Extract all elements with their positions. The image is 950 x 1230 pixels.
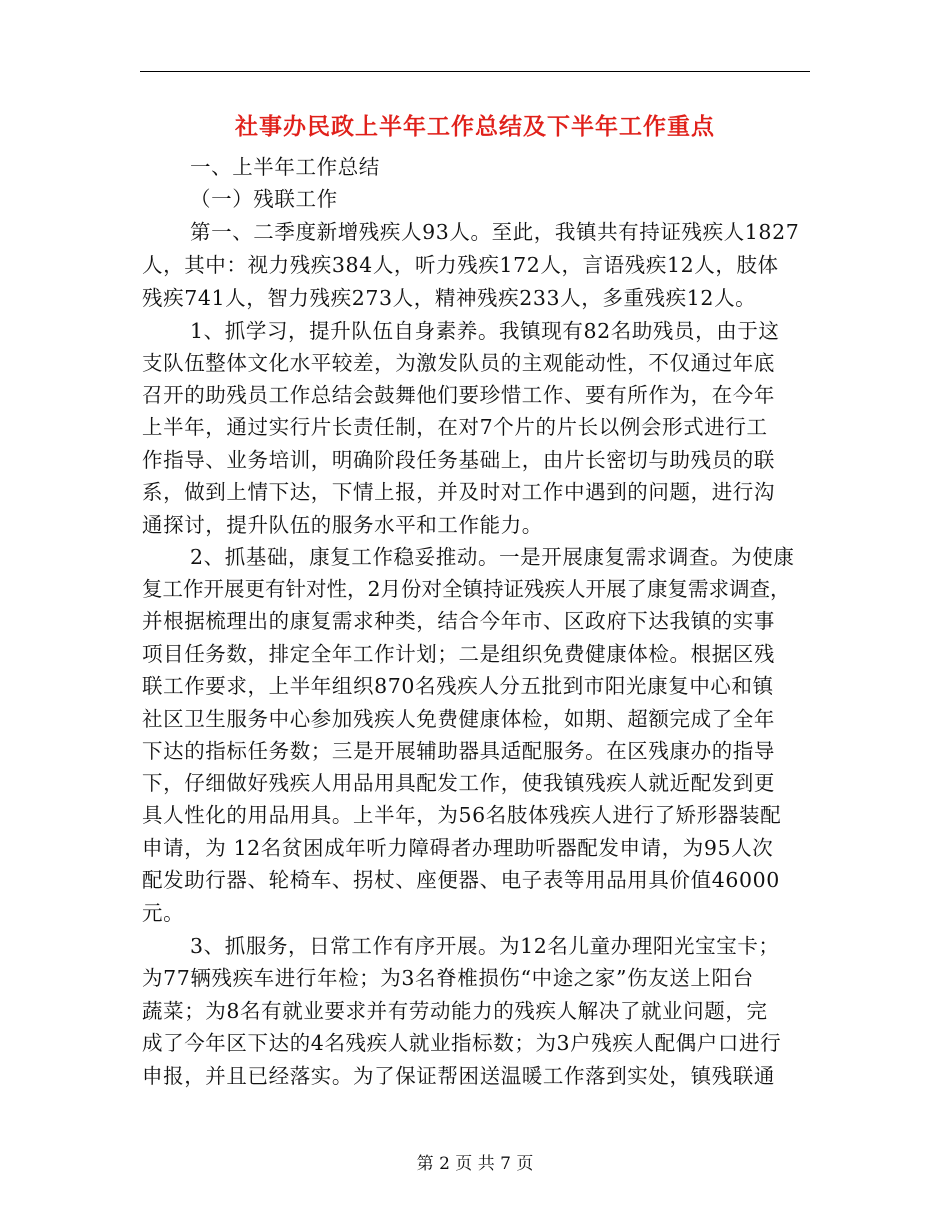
body-line: 复工作开展更有针对性，2月份对全镇持证残疾人开展了康复需求调查， xyxy=(142,577,791,601)
body-line: 联工作要求，上半年组织870名残疾人分五批到市阳光康复中心和镇 xyxy=(142,674,774,698)
body-line: 1、抓学习，提升队伍自身素养。我镇现有82名助残员，由于这 xyxy=(190,319,780,343)
body-line: 上半年，通过实行片长责任制，在对7个片的片长以例会形式进行工 xyxy=(142,415,768,439)
header-rule xyxy=(140,71,810,72)
body-line: 成了今年区下达的4名残疾人就业指标数；为3户残疾人配偶户口进行 xyxy=(142,1031,782,1055)
body-line: 社区卫生服务中心参加残疾人免费健康体检，如期、超额完成了全年 xyxy=(142,707,775,731)
document-title: 社事办民政上半年工作总结及下半年工作重点 xyxy=(235,113,715,140)
body-line: 残疾741人，智力残疾273人，精神残疾233人，多重残疾12人。 xyxy=(142,286,757,310)
body-line: 第一、二季度新增残疾人93人。至此，我镇共有持证残疾人1827 xyxy=(190,220,800,244)
body-line: 项目任务数，排定全年工作计划；二是组织免费健康体检。根据区残 xyxy=(142,642,775,666)
body-line: 通探讨，提升队伍的服务水平和工作能力。 xyxy=(142,513,543,537)
body-line: 蔬菜；为8名有就业要求并有劳动能力的残疾人解决了就业问题，完 xyxy=(142,999,768,1023)
body-line: 申请，为 12名贫困成年听力障碍者办理助听器配发申请，为95人次 xyxy=(142,836,774,860)
body-line: 系，做到上情下达，下情上报，并及时对工作中遇到的问题，进行沟 xyxy=(142,480,775,504)
body-line: 下达的指标任务数；三是开展辅助器具适配服务。在区残康办的指导 xyxy=(142,739,775,763)
body-line: 并根据梳理出的康复需求种类，结合今年市、区政府下达我镇的实事 xyxy=(142,609,775,633)
body-line: 元。 xyxy=(142,901,185,925)
body-line: 下，仔细做好残疾人用品用具配发工作，使我镇残疾人就近配发到更 xyxy=(142,771,775,795)
body-line: 3、抓服务，日常工作有序开展。为12名儿童办理阳光宝宝卡； xyxy=(190,934,780,958)
body-line: 具人性化的用品用具。上半年，为56名肢体残疾人进行了矫形器装配 xyxy=(142,803,782,827)
body-line: 为77辆残疾车进行年检；为3名脊椎损伤“中途之家”伤友送上阳台 xyxy=(142,966,754,990)
body-line: 支队伍整体文化水平较差，为激发队员的主观能动性，不仅通过年底 xyxy=(142,351,775,375)
body-line: 申报，并且已经落实。为了保证帮困送温暖工作落到实处，镇残联通 xyxy=(142,1064,775,1088)
body-line: 人，其中：视力残疾384人，听力残疾172人，言语残疾12人，肢体 xyxy=(142,253,779,277)
body-line: 作指导、业务培训，明确阶段任务基础上，由片长密切与助残员的联 xyxy=(142,448,775,472)
body-line: 配发助行器、轮椅车、拐杖、座便器、电子表等用品用具价值46000 xyxy=(142,868,780,892)
body-line: 2、抓基础，康复工作稳妥推动。一是开展康复需求调查。为使康 xyxy=(190,545,795,569)
body-line: 召开的助残员工作总结会鼓舞他们要珍惜工作、要有所作为，在今年 xyxy=(142,383,775,407)
subsection-heading: （一）残联工作 xyxy=(190,187,338,211)
section-heading: 一、上半年工作总结 xyxy=(190,155,380,179)
page-footer: 第 2 页 共 7 页 xyxy=(416,1154,534,1174)
